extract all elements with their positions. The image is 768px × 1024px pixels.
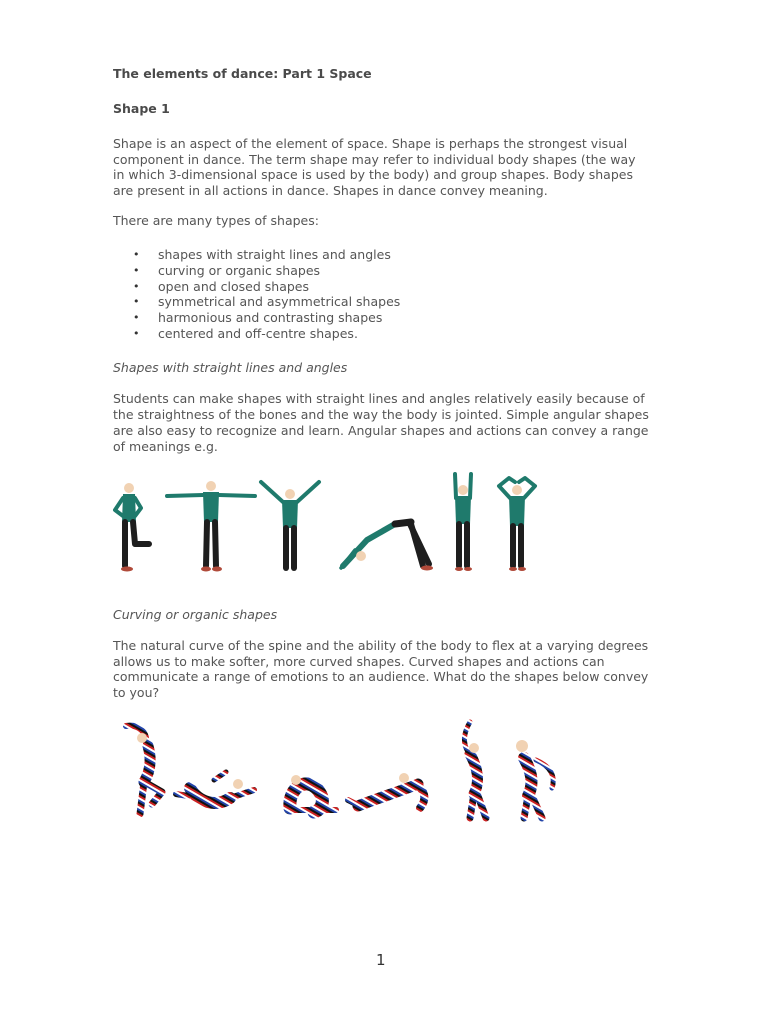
section-heading-curving: Curving or organic shapes [113,607,278,622]
shape-types-list [113,247,400,342]
figure-one-leg [115,483,149,572]
list-item: • curving or organic shapes [113,263,400,279]
list-item: • centered and off-centre shapes. [113,326,400,342]
intro-line: in which 3-dimensional space is used by the body) and group shapes. Body shapes [113,167,633,182]
paragraph-line: Students can make shapes with straight lines and angles relatively easily because of [113,391,645,406]
figure-curve-arch [464,722,486,818]
page-number: 1 [376,951,386,969]
curved-figures-image [118,718,568,828]
paragraph-line: communicate a range of emotions to an audience. What do the shapes below convey [113,669,649,684]
figure-bent-over [341,522,433,571]
intro-line: are present in all actions in dance. Shapes in dance convey meaning. [113,183,548,198]
figure-curve-lean [126,726,162,814]
paragraph-line: to you? [113,685,160,700]
paragraph-line: The natural curve of the spine and the ability of the body to flex at a varying degrees [113,638,649,653]
list-item: • shapes with straight lines and angles [113,247,400,263]
list-item: • open and closed shapes [113,279,400,295]
document-title: The elements of dance: Part 1 Space [113,66,372,81]
list-item: • harmonious and contrasting shapes [113,310,400,326]
angular-figures-illustration [105,470,565,580]
paragraph-line: allows us to make softer, more curved shapes. Curved shapes and actions can [113,654,605,669]
paragraph-line: are also easy to recognize and learn. Angular shapes and actions can convey a range [113,423,649,438]
intro-line: component in dance. The term shape may refer to individual body shapes (the way [113,152,636,167]
angular-figures-image [105,470,565,580]
figure-curve-standing [516,740,553,818]
list-item: • symmetrical and asymmetrical shapes [113,294,400,310]
figure-arms-circle [499,478,535,571]
figure-curve-floor-two [348,773,424,808]
section-heading-straight: Shapes with straight lines and angles [113,360,348,375]
figure-curve-floor-one [176,772,254,803]
intro-line: Shape is an aspect of the element of space. Shape is perhaps the strongest visual [113,136,628,151]
figure-curve-curled [288,775,336,812]
figure-arms-out [167,481,255,572]
section-subtitle: Shape 1 [113,101,170,116]
paragraph-line: the straightness of the bones and the way the body is jointed. Simple angular shapes [113,407,649,422]
paragraph-line: of meanings e.g. [113,439,218,454]
curved-figures-illustration [118,718,568,828]
types-intro: There are many types of shapes: [113,213,319,228]
figure-arms-up [455,474,472,571]
figure-arms-v [261,482,319,568]
